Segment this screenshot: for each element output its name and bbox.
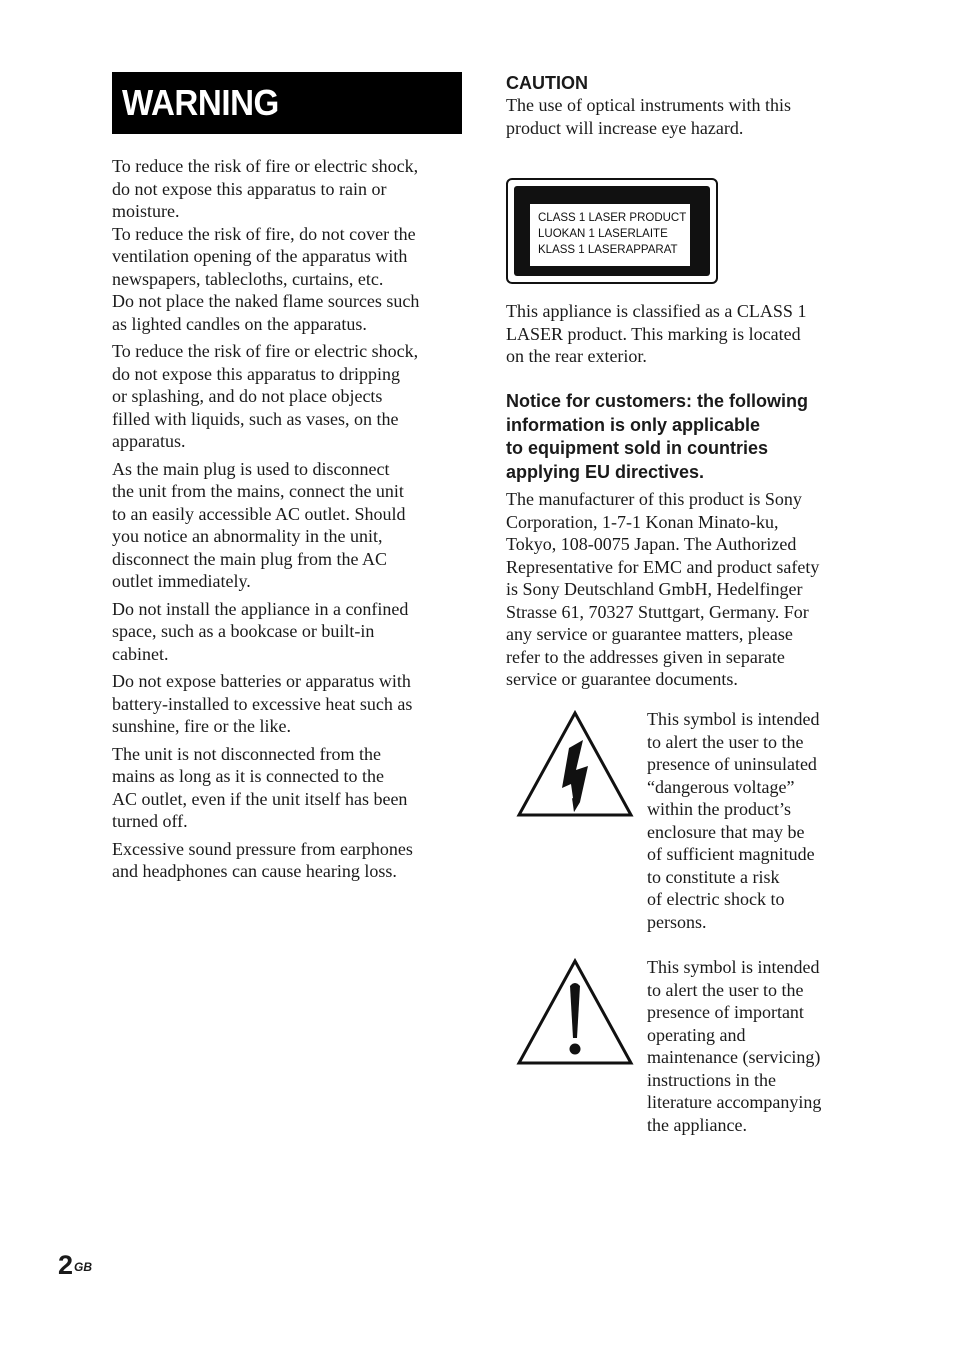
page-number xyxy=(58,1248,92,1282)
exclamation-warning-icon xyxy=(516,958,634,1066)
exclamation-symbol-text: This symbol is intended to alert the user to the presence of important operating and maintenance (servicing) instructions in the literature accompanying the appliance. xyxy=(647,957,822,1135)
warning-paragraph: Do not place the naked flame sources such as lighted candles on the apparatus. xyxy=(112,291,420,334)
page-number-value: 2 xyxy=(58,1250,74,1280)
warning-paragraph: To reduce the risk of fire, do not cover the ventilation opening of the apparatus with newspapers, tablecloths, curtains, etc. xyxy=(112,223,416,289)
warning-paragraph: Do not expose batteries or apparatus with battery-installed to excessive heat such as sunshine, fire or the like. xyxy=(112,671,413,736)
warning-title: WARNING xyxy=(122,82,279,123)
warning-paragraph: To reduce the risk of fire or electric shock, do not expose this apparatus to dripping or splashing, and do not place objects filled with liquids, such as vases, on the apparatus. xyxy=(112,341,419,451)
warning-paragraph: Excessive sound pressure from earphones and headphones can cause hearing loss. xyxy=(112,838,413,881)
laser-label-line: KLASS 1 LASERAPPARAT xyxy=(538,244,678,256)
lightning-symbol-block xyxy=(506,708,858,938)
caution-heading: CAUTION xyxy=(506,73,588,93)
laser-label-line: LUOKAN 1 LASERLAITE xyxy=(538,228,668,240)
page-number-suffix: GB xyxy=(74,1260,93,1274)
lightning-warning-icon xyxy=(516,710,634,818)
warning-paragraph: Do not install the appliance in a confined space, such as a bookcase or built-in cabinet. xyxy=(112,598,409,664)
manufacturer-text: The manufacturer of this product is Sony Corporation, 1-7-1 Konan Minato-ku, Tokyo, 108-0075 Japan. The Authorized Representative for EMC and product safety is Sony Deutschland GmbH, Hedelfinger Strasse 61, 70327 Stuttgart, Germany. For any service or guarantee matters, please refer to the addresses given in separate service or guarantee documents. xyxy=(506,489,820,689)
laser-product-label xyxy=(506,178,718,284)
exclamation-symbol-block xyxy=(506,956,858,1146)
warning-paragraph: As the main plug is used to disconnect the unit from the mains, connect the unit to an easily accessible AC outlet. Should you notice an abnormality in the unit, disconnect the main plug from the AC outlet immediately. xyxy=(112,458,406,591)
warning-banner xyxy=(112,72,462,134)
class-text: This appliance is classified as a CLASS 1 LASER product. This marking is located on the rear exterior. xyxy=(506,301,807,366)
notice-heading: Notice for customers: the following information is only applicable to equipment sold in countries applying EU directives. xyxy=(506,391,809,482)
warning-paragraphs xyxy=(112,155,462,883)
warning-section xyxy=(112,72,462,888)
caution-text: The use of optical instruments with this product will increase eye hazard. xyxy=(506,95,791,138)
warning-paragraph: The unit is not disconnected from the mains as long as it is connected to the AC outlet, even if the unit itself has been turned off. xyxy=(112,743,408,831)
lightning-symbol-text: This symbol is intended to alert the user to the presence of uninsulated “dangerous voltage” within the product’s enclosure that may be of sufficient magnitude to constitute a risk of electric shock to persons. xyxy=(647,709,820,932)
laser-label-line: CLASS 1 LASER PRODUCT xyxy=(538,212,687,224)
warning-paragraph: To reduce the risk of fire or electric shock, do not expose this apparatus to rain or moisture. xyxy=(112,156,419,221)
right-column xyxy=(506,72,858,1135)
